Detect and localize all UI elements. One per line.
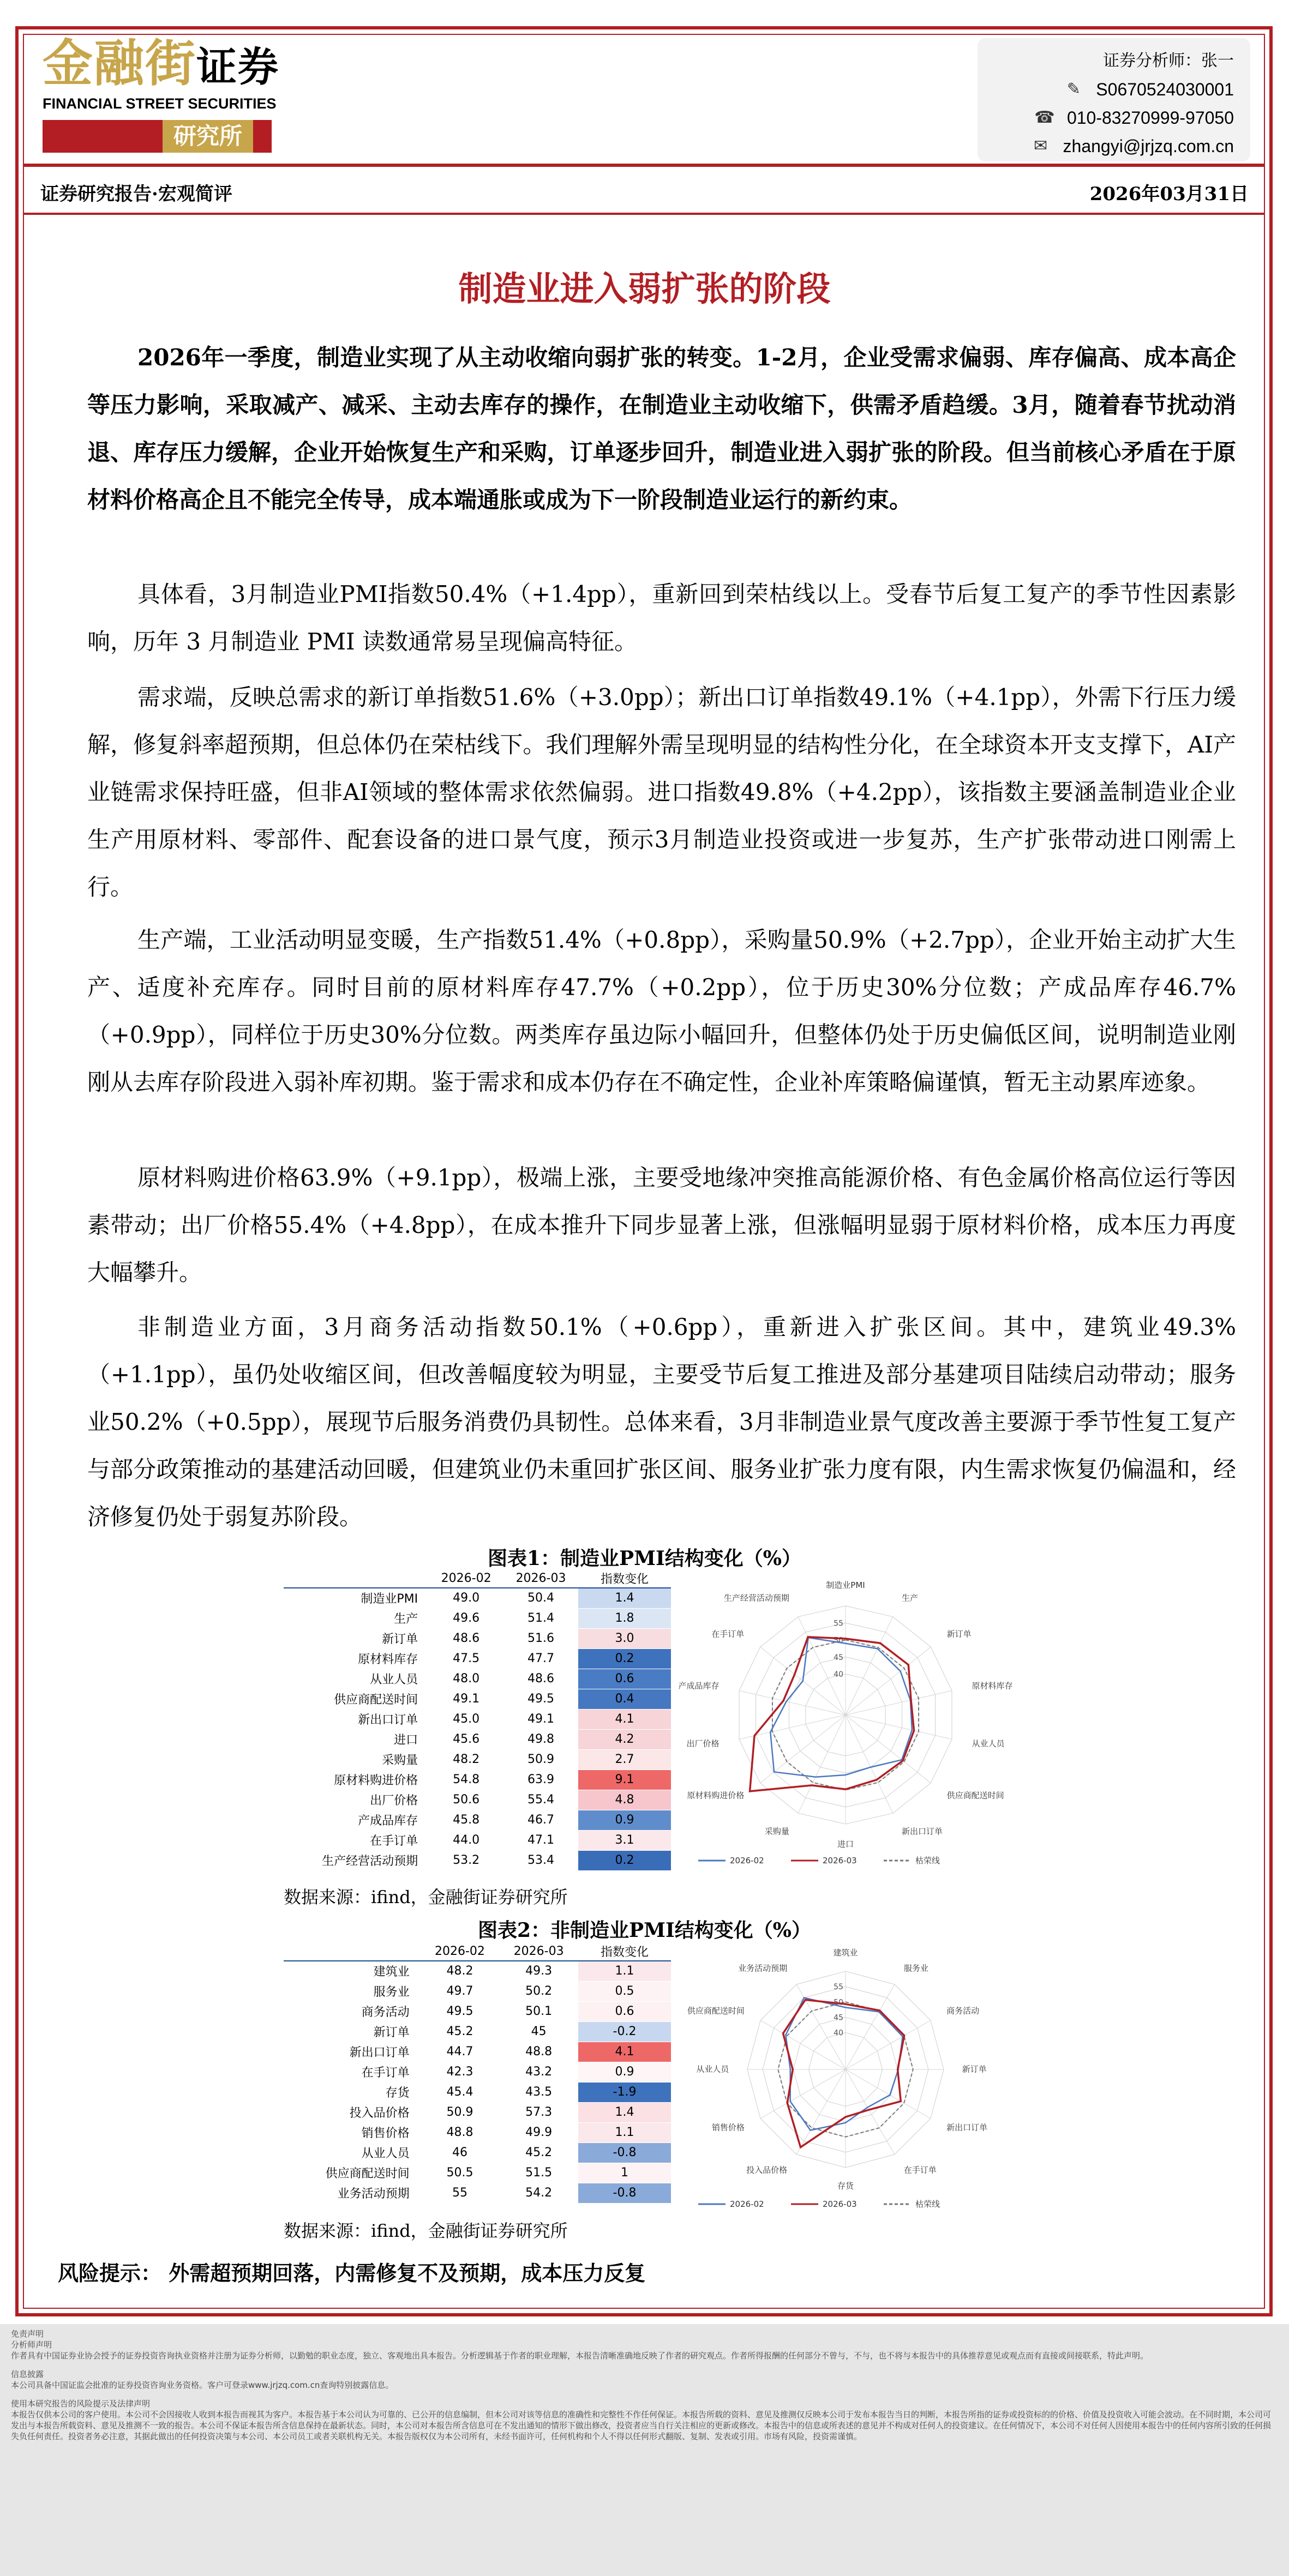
table-cell: 48.6 [429, 1628, 503, 1648]
paragraph-nonmanufacturing: 非制造业方面，3月商务活动指数50.1%（+0.6pp），重新进入扩张区间。其中，建筑业49.3%（+1.1pp），虽仍处收缩区间，但改善幅度较为明显，主要受节后复工推进及部分基建项目陆续启动带动；服务业50.2%（+0.5pp），展现节后服务消费仍具韧性。总体来看，3月非制造业景气度改善主要源于季节性复工复产与部分政策推动的基建活动回暖，但建筑业仍未重回扩张区间、服务业扩张力度有限，内生需求恢复仍偏温和，经济修复仍处于弱复苏阶段。 [87, 1314, 1236, 1530]
row-label: 原材料购进价格 [284, 1770, 429, 1790]
row-label: 建筑业 [284, 1961, 421, 1981]
table-cell: 49.3 [499, 1961, 578, 1981]
table-cell: 45.0 [429, 1709, 503, 1729]
table-cell: 51.5 [499, 2163, 578, 2183]
legend-item [884, 2199, 940, 2209]
table-row [284, 2163, 671, 2183]
legend-item [698, 2199, 764, 2209]
table-cell: 0.9 [578, 1810, 671, 1830]
table-cell: 50.1 [499, 2001, 578, 2021]
table-cell: 4.1 [578, 1709, 671, 1729]
table-header: 指数变化 [578, 1942, 671, 1961]
table-cell: 49.5 [503, 1689, 578, 1709]
radar-axis-label: 服务业 [903, 1963, 928, 1973]
row-label: 在手订单 [284, 1830, 429, 1850]
figure2-source: 数据来源：ifind，金融街证券研究所 [284, 2220, 568, 2241]
table-cell: -0.8 [578, 2183, 671, 2203]
radar-axis-line [798, 1715, 846, 1813]
radar-tick-label: 55 [834, 1983, 843, 1992]
radar-axis-label: 新出口订单 [902, 1826, 943, 1837]
radar-axis-label: 存货 [837, 2181, 854, 2191]
radar-axis-label: 出厂价格 [686, 1738, 720, 1749]
table-cell: 55 [421, 2183, 500, 2203]
table-cell: 4.1 [578, 2042, 671, 2062]
report-date: 2026年03月31日 [1089, 183, 1249, 205]
table-cell: 1.4 [578, 2102, 671, 2122]
radar-axis-line [760, 2069, 846, 2118]
report-title: 制造业进入弱扩张的阶段 [458, 269, 831, 309]
paragraph-pmi: 具体看，3月制造业PMI指数50.4%（+1.4pp），重新回到荣枯线以上。受春节后复工复产的季节性因素影响，历年 3 月制造业 PMI 读数通常易呈现偏高特征。 [87, 581, 1236, 655]
legend-label: 枯荣线 [915, 2199, 940, 2209]
legend-label: 枯荣线 [915, 1856, 940, 1865]
table-cell: 50.9 [503, 1749, 578, 1770]
radar-tick-label: 50 [834, 1636, 843, 1645]
table-cell: 3.1 [578, 1830, 671, 1850]
radar-axis-label: 产成品库存 [678, 1681, 720, 1691]
table-row [284, 1790, 671, 1810]
logo-research-tag: 研究所 [43, 120, 272, 153]
radar-axis-line [846, 1690, 952, 1715]
radar-axis-label: 原材料购进价格 [687, 1790, 745, 1801]
radar-axis-label: 建筑业 [833, 1947, 858, 1958]
radar-axis-line [846, 1715, 952, 1740]
row-label: 制造业PMI [284, 1588, 429, 1608]
legend-label: 2026-03 [823, 1856, 857, 1865]
phone-icon: ☎ [1034, 109, 1055, 127]
disclaimer-title: 免责声明 [11, 2329, 44, 2339]
table-cell: 54.2 [499, 2183, 578, 2203]
table-row [284, 1770, 671, 1790]
analyst-license: ✎ S0670524030001 [994, 75, 1234, 104]
table-cell: 53.2 [429, 1850, 503, 1870]
radar-axis-line [846, 1617, 893, 1715]
table-cell: 51.4 [503, 1608, 578, 1628]
table-row [284, 2042, 671, 2062]
table-cell: 1.8 [578, 1608, 671, 1628]
table-cell: 49.6 [429, 1608, 503, 1628]
radar-tick-label: 55 [834, 1619, 843, 1628]
radar-axis-label: 商务活动 [946, 2006, 980, 2016]
table-cell: 45.8 [429, 1810, 503, 1830]
table-cell: 44.7 [421, 2042, 500, 2062]
paragraph-prices: 原材料购进价格63.9%（+9.1pp），极端上涨，主要受地缘冲突推高能源价格、有色金属价格高位运行等因素带动；出厂价格55.4%（+4.8pp），在成本推升下同步显著上涨，但涨幅明显弱于原材料价格，成本压力再度大幅攀升。 [87, 1164, 1236, 1286]
row-label: 生产 [284, 1608, 429, 1628]
figure1-table [284, 1569, 671, 1871]
radar-axis-line [846, 2069, 895, 2154]
legend-item [791, 2199, 857, 2209]
row-label: 从业人员 [284, 2142, 421, 2163]
table-cell: 2.7 [578, 1749, 671, 1770]
figure1-radar-chart [678, 1570, 1013, 1876]
paragraph-production: 生产端，工业活动明显变暖，生产指数51.4%（+0.8pp），采购量50.9%（+2.7pp），企业开始主动扩大生产、适度补充库存。同时目前的原材料库存47.7%（+0.2pp），位于历史30%分位数；产成品库存46.7%（+0.9pp），同样位于历史30%分位数。两类库存虽边际小幅回升，但整体仍处于历史偏低区间，说明制造业刚刚从去库存阶段进入弱补库初期。鉴于需求和成本仍存在不确定性，企业补库策略偏谨慎，暂无主动累库迹象。 [87, 926, 1236, 1096]
table-cell: 0.6 [578, 2001, 671, 2021]
table-row [284, 1729, 671, 1749]
table-cell: 1 [578, 2163, 671, 2183]
table-cell: 47.7 [503, 1648, 578, 1669]
table-row [284, 1961, 671, 1981]
analyst-email[interactable]: ✉ zhangyi@jrjzq.com.cn [994, 132, 1234, 160]
table-row [284, 2001, 671, 2021]
table-cell: 53.4 [503, 1850, 578, 1870]
radar-tick-label: 45 [834, 2013, 843, 2023]
table-row [284, 1749, 671, 1770]
table-cell: 50.9 [421, 2102, 500, 2122]
table-cell: 1.4 [578, 1588, 671, 1608]
row-label: 采购量 [284, 1749, 429, 1770]
table-row [284, 2142, 671, 2163]
table-cell: 49.0 [429, 1588, 503, 1608]
table-cell: 0.2 [578, 1648, 671, 1669]
legend-item [791, 1856, 857, 1865]
table-cell: 1.1 [578, 2122, 671, 2142]
risk-warning: 风险提示： 外需超预期回落，内需修复不及预期，成本压力反复 [58, 2261, 646, 2285]
legend-label: 2026-02 [730, 2199, 764, 2209]
radar-axis-label: 从业人员 [696, 2064, 729, 2074]
table-header: 2026-02 [429, 1569, 503, 1588]
table-cell: 50.5 [421, 2163, 500, 2183]
table-cell: 0.5 [578, 1981, 671, 2001]
row-label: 服务业 [284, 1981, 421, 2001]
table-row [284, 2122, 671, 2142]
table-cell: 45.2 [421, 2021, 500, 2042]
radar-axis-label: 新订单 [962, 2064, 987, 2074]
row-label: 业务活动预期 [284, 2183, 421, 2203]
figure1-source: 数据来源：ifind，金融街证券研究所 [284, 1887, 568, 1907]
table-cell: 54.8 [429, 1770, 503, 1790]
envelope-icon: ✉ [1033, 137, 1048, 155]
analyst-name: 证券分析师：张一 [1103, 51, 1234, 70]
radar-axis-line [846, 1715, 931, 1783]
law-title: 使用本研究报告的风险提示及法律声明 [11, 2399, 151, 2409]
table-cell: 4.2 [578, 1729, 671, 1749]
radar-axis-label: 生产 [902, 1593, 919, 1603]
legend-label: 2026-02 [730, 1856, 764, 1865]
radar-axis-line [846, 2020, 931, 2069]
table-row [284, 1669, 671, 1689]
radar-axis-line [846, 2069, 931, 2118]
radar-axis-label: 销售价格 [711, 2122, 745, 2133]
table-cell: 46 [421, 2142, 500, 2163]
table-cell: 43.2 [499, 2062, 578, 2082]
table-header: 2026-03 [503, 1569, 578, 1588]
logo-english: FINANCIAL STREET SECURITIES [43, 95, 277, 112]
radar-axis-label: 从业人员 [972, 1738, 1005, 1749]
table-cell: 49.8 [503, 1729, 578, 1749]
row-label: 在手订单 [284, 2062, 421, 2082]
table-cell: 45.2 [499, 2142, 578, 2163]
table-row [284, 1981, 671, 2001]
row-label: 生产经营活动预期 [284, 1850, 429, 1870]
table-cell: 48.8 [421, 2122, 500, 2142]
analyst-statement-title: 分析师声明 [11, 2340, 52, 2350]
radar-tick-label: 40 [834, 2029, 843, 2038]
row-label: 供应商配送时间 [284, 2163, 421, 2183]
table-cell: 4.8 [578, 1790, 671, 1810]
table-cell: 46.7 [503, 1810, 578, 1830]
table-cell: 3.0 [578, 1628, 671, 1648]
header-divider [24, 164, 1264, 167]
table-row [284, 2062, 671, 2082]
row-label: 新出口订单 [284, 2042, 421, 2062]
radar-axis-label: 投入品价格 [746, 2165, 788, 2175]
paragraph-demand: 需求端，反映总需求的新订单指数51.6%（+3.0pp）；新出口订单指数49.1%（+4.1pp），外需下行压力缓解，修复斜率超预期，但总体仍在荣枯线下。我们理解外需呈现明显的结构性分化，在全球资本开支支撑下，AI产业链需求保持旺盛，但非AI领域的整体需求依然偏弱。进口指数49.8%（+4.2pp），该指数主要涵盖制造业企业生产用原材料、零部件、配套设备的进口景气度，预示3月制造业投资或进一步复苏，生产扩张带动进口刚需上行。 [87, 684, 1236, 900]
table-row [284, 2021, 671, 2042]
figure2-title: 图表2：非制造业PMI结构变化（%） [477, 1919, 812, 1942]
radar-axis-line [796, 2069, 846, 2154]
table-cell: 1.1 [578, 1961, 671, 1981]
radar-axis-label: 在手订单 [711, 1629, 745, 1639]
table-cell: 49.9 [499, 2122, 578, 2142]
row-label: 原材料库存 [284, 1648, 429, 1669]
legend-item [884, 1856, 940, 1865]
table-cell: 48.2 [429, 1749, 503, 1770]
radar-axis-label: 新出口订单 [946, 2122, 988, 2133]
info-text: 本公司具备中国证监会批准的证券投资咨询业务资格。客户可登录www.jrjzq.com.cn查询特别披露信息。 [11, 2380, 394, 2390]
table-cell: 50.6 [429, 1790, 503, 1810]
table-cell: 48.0 [429, 1669, 503, 1689]
table-row [284, 1608, 671, 1628]
table-cell: 45 [499, 2021, 578, 2042]
table-cell: 55.4 [503, 1790, 578, 1810]
table-cell: 48.8 [499, 2042, 578, 2062]
row-label: 新出口订单 [284, 1709, 429, 1729]
table-cell: 49.1 [503, 1709, 578, 1729]
analyst-contact-card [978, 38, 1250, 161]
table-cell: 47.1 [503, 1830, 578, 1850]
analyst-phone: ☎ 010-83270999-97050 [994, 104, 1234, 132]
radar-axis-label: 进口 [837, 1839, 854, 1849]
radar-axis-label: 业务活动预期 [738, 1963, 788, 1973]
radar-axis-label: 在手订单 [903, 2165, 937, 2175]
table-cell: 49.7 [421, 1981, 500, 2001]
radar-axis-label: 采购量 [764, 1826, 789, 1837]
row-label: 销售价格 [284, 2122, 421, 2142]
table-cell: 47.5 [429, 1648, 503, 1669]
row-label: 产成品库存 [284, 1810, 429, 1830]
table-header [284, 1569, 429, 1588]
table-cell: 48.2 [421, 1961, 500, 1981]
table-row [284, 1648, 671, 1669]
radar-axis-line [760, 1715, 846, 1783]
law-text: 本报告仅供本公司的客户使用。本公司不会因接收人收到本报告而视其为客户。本报告基于本公司认为可靠的、已公开的信息编制，但本公司对该等信息的准确性和完整性不作任何保证。本报告所载的资料、意见及推测仅反映本公司于发布本报告当日的判断，本报告所指的证券或投资标的的价格、价值及投资收入可能会波动。在不同时期，本公司可发出与本报告所载资料、意见及推测不一致的报告。本公司不保证本报告所含信息保持在最新状态。同时，本公司对本报告所含信息可在不发出通知的情形下做出修改，投资者应当自行关注相应的更新或修改。本报告中的信息或所表述的意见并不构成对任何人的投资建议。在任何情况下，本公司不对任何人因使用本报告中的任何内容所引致的任何损失负任何责任。投资者务必注意，其据此做出的任何投资决策与本公司、本公司员工或者关联机构无关。本报告版权仅为本公司所有，未经书面许可，任何机构和个人不得以任何形式翻版、复制、发表或引用。市场有风险，投资需谨慎。 [11, 2410, 1272, 2441]
table-row [284, 1689, 671, 1709]
figure2-radar-chart [687, 1941, 993, 2214]
table-cell: 50.4 [503, 1588, 578, 1608]
table-cell: 57.3 [499, 2102, 578, 2122]
table-cell: 49.1 [429, 1689, 503, 1709]
radar-tick-label: 50 [834, 1998, 843, 2007]
table-row [284, 2082, 671, 2102]
table-cell: 45.4 [421, 2082, 500, 2102]
radar-tick-label: 40 [834, 1670, 843, 1679]
pen-icon: ✎ [1066, 80, 1081, 98]
table-cell: 49.5 [421, 2001, 500, 2021]
radar-axis-line [846, 1647, 931, 1715]
table-cell: -1.9 [578, 2082, 671, 2102]
radar-axis-label: 制造业PMI [826, 1580, 865, 1590]
figure2-table [284, 1942, 671, 2204]
radar-axis-label: 新订单 [946, 1629, 972, 1639]
company-logo [43, 36, 293, 161]
table-row [284, 1628, 671, 1648]
row-label: 从业人员 [284, 1669, 429, 1689]
row-label: 存货 [284, 2082, 421, 2102]
table-header: 指数变化 [578, 1569, 671, 1588]
table-row [284, 1810, 671, 1830]
table-header [284, 1942, 421, 1961]
info-title: 信息披露 [11, 2369, 44, 2379]
radar-axis-label: 供应商配送时间 [687, 2006, 745, 2016]
radar-axis-label: 原材料库存 [972, 1681, 1013, 1691]
table-row [284, 2183, 671, 2203]
table-cell: 44.0 [429, 1830, 503, 1850]
table-header: 2026-03 [499, 1942, 578, 1961]
row-label: 出厂价格 [284, 1790, 429, 1810]
table-cell: 9.1 [578, 1770, 671, 1790]
table-cell: 50.2 [499, 1981, 578, 2001]
table-cell: 45.6 [429, 1729, 503, 1749]
table-cell: -0.8 [578, 2142, 671, 2163]
legend-label: 2026-03 [823, 2199, 857, 2209]
radar-axis-label: 供应商配送时间 [946, 1790, 1004, 1801]
table-cell: 43.5 [499, 2082, 578, 2102]
table-header: 2026-02 [421, 1942, 500, 1961]
subheader-divider [24, 213, 1264, 215]
table-cell: 51.6 [503, 1628, 578, 1648]
radar-tick-label: 45 [834, 1653, 843, 1662]
row-label: 投入品价格 [284, 2102, 421, 2122]
table-row [284, 1830, 671, 1850]
logo-chinese: 金融街证券 [43, 34, 280, 93]
analyst-statement: 作者具有中国证券业协会授予的证券投资咨询执业资格并注册为证券分析师，以勤勉的职业态度，独立、客观地出具本报告。分析逻辑基于作者的职业理解，本报告清晰准确地反映了作者的研究观点。作者所得报酬的任何部分不曾与，不与，也不将与本报告中的具体推荐意见或观点而有直接或间接联系，特此声明。 [11, 2351, 1149, 2361]
table-row [284, 1709, 671, 1729]
radar-series-2026-03 [783, 2000, 904, 2147]
table-row [284, 1588, 671, 1608]
table-cell: 42.3 [421, 2062, 500, 2082]
radar-axis-line [846, 1984, 895, 2069]
lead-paragraph: 2026年一季度，制造业实现了从主动收缩向弱扩张的转变。1-2月，企业受需求偏弱、库存偏高、成本高企等压力影响，采取减产、减采、主动去库存的操作，在制造业主动收缩下，供需矛盾趋缓。3月，随着春节扰动消退、库存压力缓解，企业开始恢复生产和采购，订单逐步回升，制造业进入弱扩张的阶段。但当前核心矛盾在于原材料价格高企且不能完全传导，成本端通胀或成为下一阶段制造业运行的新约束。 [87, 344, 1236, 513]
radar-axis-line [760, 2020, 846, 2069]
radar-axis-label: 生产经营活动预期 [723, 1593, 789, 1603]
table-cell: 0.4 [578, 1689, 671, 1709]
table-cell: 0.9 [578, 2062, 671, 2082]
row-label: 进口 [284, 1729, 429, 1749]
table-row [284, 1850, 671, 1870]
table-cell: 63.9 [503, 1770, 578, 1790]
row-label: 供应商配送时间 [284, 1689, 429, 1709]
row-label: 新订单 [284, 2021, 421, 2042]
report-type: 证券研究报告·宏观简评 [40, 183, 232, 205]
table-cell: 48.6 [503, 1669, 578, 1689]
table-row [284, 2102, 671, 2122]
disclaimer-footer [0, 2324, 1289, 2576]
table-cell: 0.2 [578, 1850, 671, 1870]
figure1-title: 图表1：制造业PMI结构变化（%） [487, 1547, 802, 1570]
table-cell: -0.2 [578, 2021, 671, 2042]
legend-item [698, 1856, 764, 1865]
row-label: 新订单 [284, 1628, 429, 1648]
row-label: 商务活动 [284, 2001, 421, 2021]
table-cell: 0.6 [578, 1669, 671, 1689]
